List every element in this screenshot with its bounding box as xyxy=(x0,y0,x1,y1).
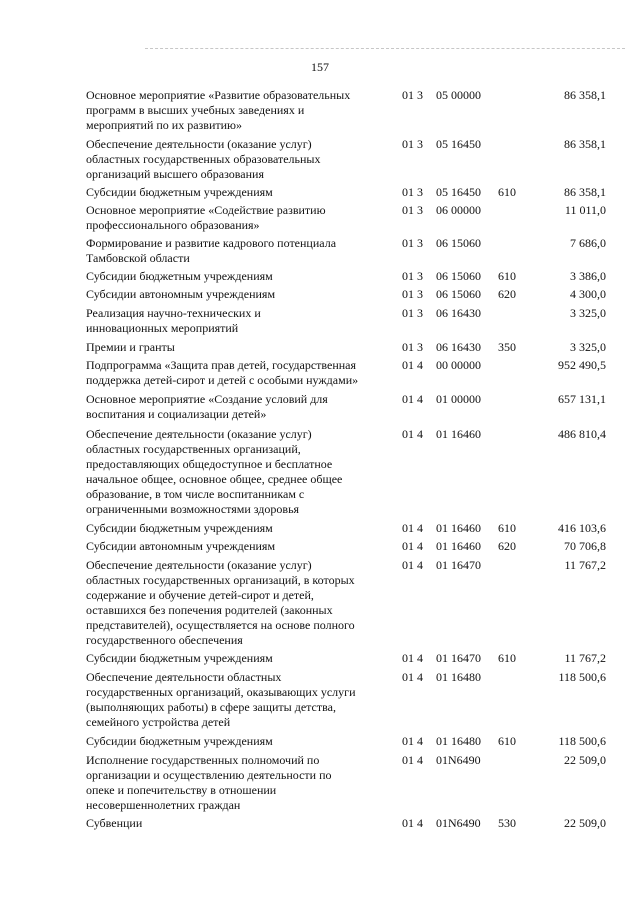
row-name: Субсидии бюджетным учреждениям xyxy=(86,734,273,748)
table-row xyxy=(86,203,606,233)
table-row xyxy=(86,521,606,536)
table-row xyxy=(86,427,606,517)
row-name: Реализация научно-технических и инновационных мероприятий xyxy=(86,306,261,335)
row-target-code: 01 16460 xyxy=(436,539,481,553)
row-expense-type: 620 xyxy=(498,287,516,301)
row-target-code: 01 16460 xyxy=(436,427,481,441)
row-target-code: 06 15060 xyxy=(436,236,481,250)
table-row xyxy=(86,185,606,200)
row-section: 01 3 xyxy=(402,203,423,217)
row-target-code: 05 16450 xyxy=(436,185,481,199)
row-sum: 486 810,4 xyxy=(558,427,606,441)
row-name: Субсидии бюджетным учреждениям xyxy=(86,521,273,535)
row-sum: 118 500,6 xyxy=(558,734,606,748)
row-sum: 7 686,0 xyxy=(570,236,606,250)
row-expense-type: 620 xyxy=(498,539,516,553)
row-name: Исполнение государственных полномочий по организации и осуществлению деятельности по опеке и попечительству в отношении несовершеннолетних граждан xyxy=(86,753,332,812)
row-name: Субсидии бюджетным учреждениям xyxy=(86,185,273,199)
row-expense-type: 350 xyxy=(498,340,516,354)
table-row xyxy=(86,137,606,182)
row-sum: 4 300,0 xyxy=(570,287,606,301)
row-section: 01 4 xyxy=(402,358,423,372)
table-row xyxy=(86,340,606,355)
row-sum: 118 500,6 xyxy=(558,670,606,684)
row-section: 01 3 xyxy=(402,287,423,301)
row-name: Субсидии автономным учреждениям xyxy=(86,539,276,553)
row-name: Основное мероприятие «Создание условий для воспитания и социализации детей» xyxy=(86,392,328,421)
table-row xyxy=(86,651,606,666)
table-row xyxy=(86,269,606,284)
row-section: 01 3 xyxy=(402,185,423,199)
table-row xyxy=(86,539,606,554)
row-target-code: 01N6490 xyxy=(436,816,481,830)
row-name: Субвенции xyxy=(86,816,143,830)
table-row xyxy=(86,558,606,648)
row-name: Подпрограмма «Защита прав детей, государственная поддержка детей-сирот и детей с особыми нуждами» xyxy=(86,358,359,387)
row-target-code: 01 00000 xyxy=(436,392,481,406)
row-target-code: 01N6490 xyxy=(436,753,481,767)
row-sum: 3 386,0 xyxy=(570,269,606,283)
row-name: Субсидии автономным учреждениям xyxy=(86,287,276,301)
row-sum: 952 490,5 xyxy=(558,358,606,372)
row-target-code: 01 16460 xyxy=(436,521,481,535)
row-sum: 22 509,0 xyxy=(564,816,606,830)
row-sum: 11 767,2 xyxy=(564,651,606,665)
row-sum: 86 358,1 xyxy=(564,88,606,102)
row-target-code: 01 16470 xyxy=(436,651,481,665)
row-section: 01 3 xyxy=(402,340,423,354)
row-name: Субсидии бюджетным учреждениям xyxy=(86,651,273,665)
row-expense-type: 610 xyxy=(498,521,516,535)
row-section: 01 3 xyxy=(402,306,423,320)
row-section: 01 4 xyxy=(402,392,423,406)
table-row xyxy=(86,287,606,302)
row-name: Обеспечение деятельности (оказание услуг) областных государственных организаций, в которых содержание и обучение детей-сирот и детей, оставшихся без попечения родителей (законных представителей), осуществляется на основе полного государственного обеспечения xyxy=(86,558,355,647)
row-section: 01 3 xyxy=(402,236,423,250)
row-target-code: 06 16430 xyxy=(436,306,481,320)
row-expense-type: 610 xyxy=(498,269,516,283)
row-section: 01 4 xyxy=(402,539,423,553)
row-sum: 70 706,8 xyxy=(564,539,606,553)
row-target-code: 06 15060 xyxy=(436,287,481,301)
row-name: Субсидии бюджетным учреждениям xyxy=(86,269,273,283)
row-section: 01 3 xyxy=(402,88,423,102)
row-target-code: 01 16480 xyxy=(436,734,481,748)
row-section: 01 4 xyxy=(402,427,423,441)
row-name: Обеспечение деятельности (оказание услуг) областных государственных образовательных организаций высшего образования xyxy=(86,137,321,181)
table-row xyxy=(86,753,606,813)
table-row xyxy=(86,306,606,336)
row-target-code: 05 00000 xyxy=(436,88,481,102)
row-name: Премии и гранты xyxy=(86,340,175,354)
row-section: 01 3 xyxy=(402,137,423,151)
row-section: 01 4 xyxy=(402,816,423,830)
row-section: 01 4 xyxy=(402,558,423,572)
row-name: Обеспечение деятельности (оказание услуг) областных государственных организаций, предоставляющих общедоступное и бесплатное начальное общее, основное общее, среднее общее образование, в том числе воспитанникам с ограниченными возможностями здоровья xyxy=(86,427,343,516)
row-target-code: 06 15060 xyxy=(436,269,481,283)
row-section: 01 3 xyxy=(402,269,423,283)
row-sum: 22 509,0 xyxy=(564,753,606,767)
row-expense-type: 530 xyxy=(498,816,516,830)
table-row xyxy=(86,236,606,266)
row-name: Основное мероприятие «Содействие развитию профессионального образования» xyxy=(86,203,326,232)
table-row xyxy=(86,392,606,422)
row-section: 01 4 xyxy=(402,670,423,684)
row-sum: 86 358,1 xyxy=(564,185,606,199)
page-number: 157 xyxy=(311,60,329,74)
row-sum: 657 131,1 xyxy=(558,392,606,406)
budget-table xyxy=(86,88,606,831)
row-target-code: 01 16480 xyxy=(436,670,481,684)
row-sum: 3 325,0 xyxy=(570,340,606,354)
row-section: 01 4 xyxy=(402,734,423,748)
row-sum: 11 767,2 xyxy=(564,558,606,572)
row-target-code: 06 16430 xyxy=(436,340,481,354)
row-section: 01 4 xyxy=(402,753,423,767)
row-expense-type: 610 xyxy=(498,651,516,665)
row-target-code: 01 16470 xyxy=(436,558,481,572)
row-name: Обеспечение деятельности областных государственных организаций, оказывающих услуги (выполняющих работы) в сфере защиты детства, семейного устройства детей xyxy=(86,670,356,729)
row-target-code: 05 16450 xyxy=(436,137,481,151)
row-sum: 86 358,1 xyxy=(564,137,606,151)
row-name: Формирование и развитие кадрового потенциала Тамбовской области xyxy=(86,236,337,265)
row-sum: 3 325,0 xyxy=(570,306,606,320)
row-sum: 416 103,6 xyxy=(558,521,606,535)
table-row xyxy=(86,816,606,831)
row-name: Основное мероприятие «Развитие образовательных программ в высших учебных заведениях и мероприятий по их развитию» xyxy=(86,88,351,132)
row-target-code: 06 00000 xyxy=(436,203,481,217)
row-section: 01 4 xyxy=(402,521,423,535)
table-row xyxy=(86,734,606,749)
row-sum: 11 011,0 xyxy=(564,203,606,217)
row-section: 01 4 xyxy=(402,651,423,665)
row-expense-type: 610 xyxy=(498,734,516,748)
table-row xyxy=(86,670,606,730)
scan-dashed-line xyxy=(145,48,625,51)
table-row xyxy=(86,358,606,388)
table-row xyxy=(86,88,606,133)
row-target-code: 00 00000 xyxy=(436,358,481,372)
row-expense-type: 610 xyxy=(498,185,516,199)
